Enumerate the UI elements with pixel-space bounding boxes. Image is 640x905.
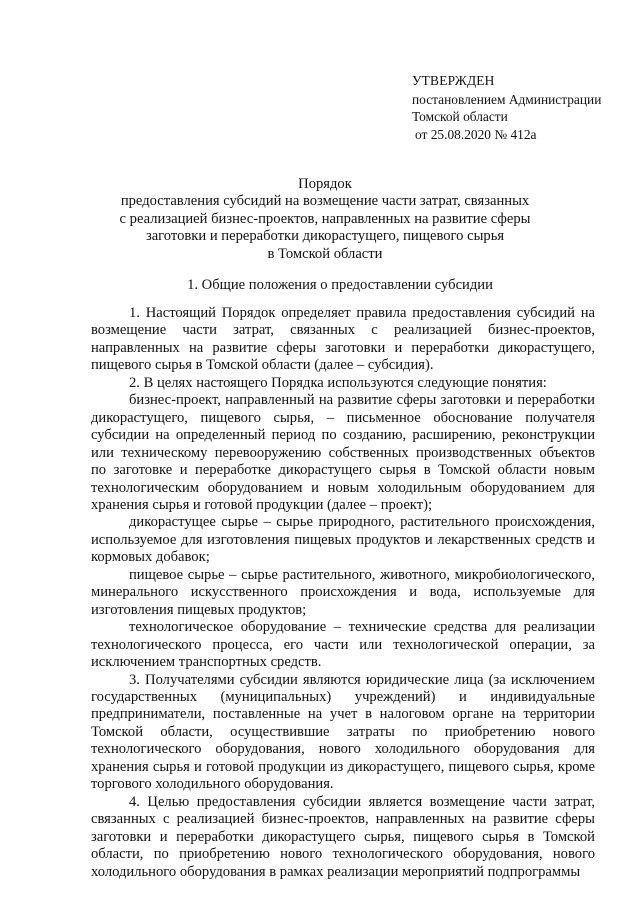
- section-heading: 1. Общие положения о предоставлении субсидии: [187, 277, 493, 293]
- paragraph: бизнес-проект, направленный на развитие сферы заготовки и переработки дикорастущего, пищевого сырья, – письменное обоснование получателя субсидии на определенный период по созданию, расширению, реконструкции или техническому перевооружению собственных производственных объектов по заготовке и переработке дикорастущего сырья в Томской области новым технологическим оборудованием и новым холодильным оборудованием для хранения сырья и готовой продукции (далее – проект);: [91, 392, 595, 513]
- title-line-3: с реализацией бизнес-проектов, направленных на развитие сферы: [119, 210, 531, 227]
- paragraph: 4. Целью предоставления субсидии является возмещение части затрат, связанных с реализацией бизнес-проектов, направленных на развитие сферы заготовки и переработки дикорастущего сырья, пищевого сырья в Томской области, по приобретению нового технологического оборудования, нового холодильного оборудования в рамках реализации мероприятий подпрограммы: [91, 793, 595, 880]
- paragraph: дикорастущее сырье – сырье природного, растительного происхождения, используемое для изготовления пищевых продуктов и лекарственных средств и кормовых добавок;: [91, 514, 595, 566]
- paragraph: 3. Получателями субсидии являются юридические лица (за исключением государственных (муниципальных) учреждений) и индивидуальные предприниматели, поставленные на учет в налоговом органе на территории Томской области, осуществившие затраты по приобретению нового технологического оборудования, нового холодильного оборудования для хранения сырья и готовой продукции из дикорастущего, пищевого сырья, кроме торгового холодильного оборудования.: [91, 671, 595, 793]
- paragraph: 1. Настоящий Порядок определяет правила предоставления субсидий на возмещение части затрат, связанных с реализацией бизнес-проектов, направленных на развитие сферы заготовки и переработки дикорастущего, пищевого сырья в Томской области (далее – субсидия).: [91, 305, 595, 374]
- paragraph: технологическое оборудование – технические средства для реализации технологического процесса, его части или технологической операции, за исключением транспортных средств.: [91, 619, 595, 671]
- document-title: [80, 176, 570, 263]
- paragraph: пищевое сырье – сырье растительного, животного, микробиологического, минерального искусственного происхождения и вода, используемые для изготовления пищевых продуктов;: [91, 566, 595, 618]
- approval-heading: УТВЕРЖДЕН: [412, 73, 495, 88]
- approval-stamp: [412, 72, 622, 143]
- title-line-1: Порядок: [298, 176, 352, 192]
- paragraph: 2. В целях настоящего Порядка используются следующие понятия:: [129, 374, 547, 391]
- title-line-4: заготовки и переработки дикорастущего, пищевого сырья: [145, 228, 505, 245]
- title-line-2: предоставления субсидий на возмещение части затрат, связанных: [120, 193, 530, 210]
- approval-line-3: от 25.08.2020 № 412а: [415, 126, 537, 142]
- document-body: [91, 305, 595, 881]
- approval-line-1: постановлением Администрации: [412, 91, 602, 107]
- title-line-5: в Томской области: [267, 245, 383, 262]
- approval-line-2: Томской области: [412, 109, 508, 124]
